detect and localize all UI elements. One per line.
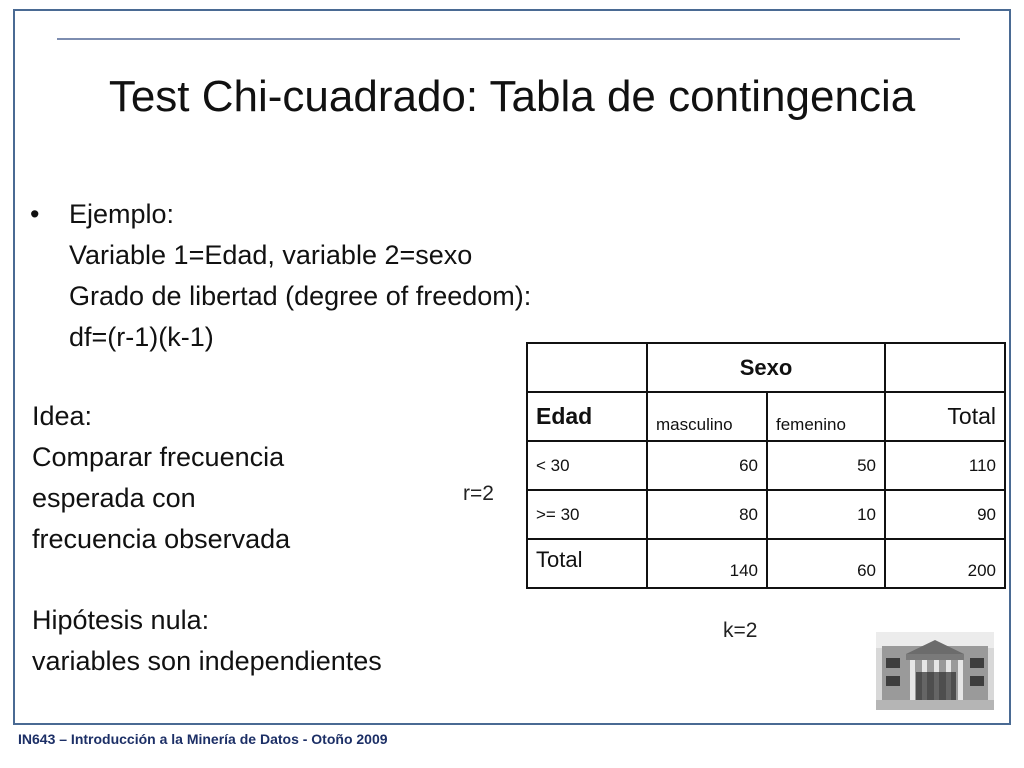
table-row xyxy=(527,343,1005,392)
idea-text xyxy=(32,396,290,560)
group-header-sexo: Sexo xyxy=(647,343,885,392)
table-row xyxy=(527,490,1005,539)
col-header-total: Total xyxy=(885,392,1005,441)
bullet-line-variables: Variable 1=Edad, variable 2=sexo xyxy=(69,240,473,270)
contingency-table xyxy=(526,342,1006,589)
footer-course-info: IN643 – Introducción a la Minería de Datos - Otoño 2009 xyxy=(18,731,388,747)
table-cell: 110 xyxy=(885,441,1005,490)
table-cell: 90 xyxy=(885,490,1005,539)
row-header-edad: Edad xyxy=(527,392,647,441)
bullet-line-ejemplo: Ejemplo: xyxy=(69,199,175,229)
table-corner-cell xyxy=(527,343,647,392)
table-empty-cell xyxy=(885,343,1005,392)
slide-title: Test Chi-cuadrado: Tabla de contingencia xyxy=(108,72,916,121)
idea-line: esperada con xyxy=(32,483,196,513)
table-cell: 10 xyxy=(767,490,885,539)
r-label: r=2 xyxy=(463,482,494,505)
col-header-masculino: masculino xyxy=(647,392,767,441)
idea-line: frecuencia observada xyxy=(32,524,291,554)
hipotesis-line: variables son independientes xyxy=(32,646,382,676)
table-cell: 50 xyxy=(767,441,885,490)
hipotesis-text xyxy=(32,600,382,682)
building-photo-icon xyxy=(876,632,994,710)
col-header-femenino: femenino xyxy=(767,392,885,441)
hipotesis-line: Hipótesis nula: xyxy=(32,605,210,635)
k-label: k=2 xyxy=(723,619,758,642)
table-cell: 200 xyxy=(885,539,1005,588)
table-cell: 60 xyxy=(647,441,767,490)
idea-line: Comparar frecuencia xyxy=(32,442,285,472)
title-rule xyxy=(57,38,960,40)
table-cell: 60 xyxy=(767,539,885,588)
row-label: < 30 xyxy=(527,441,647,490)
table-row xyxy=(527,539,1005,588)
bullet-icon: • xyxy=(30,199,40,229)
table-row xyxy=(527,392,1005,441)
bullet-line-df: df=(r-1)(k-1) xyxy=(69,322,214,352)
row-label: Total xyxy=(527,539,647,588)
idea-line: Idea: xyxy=(32,401,93,431)
table-row xyxy=(527,441,1005,490)
table-cell: 80 xyxy=(647,490,767,539)
row-label: >= 30 xyxy=(527,490,647,539)
table-cell: 140 xyxy=(647,539,767,588)
bullet-line-grado: Grado de libertad (degree of freedom): xyxy=(69,281,532,311)
